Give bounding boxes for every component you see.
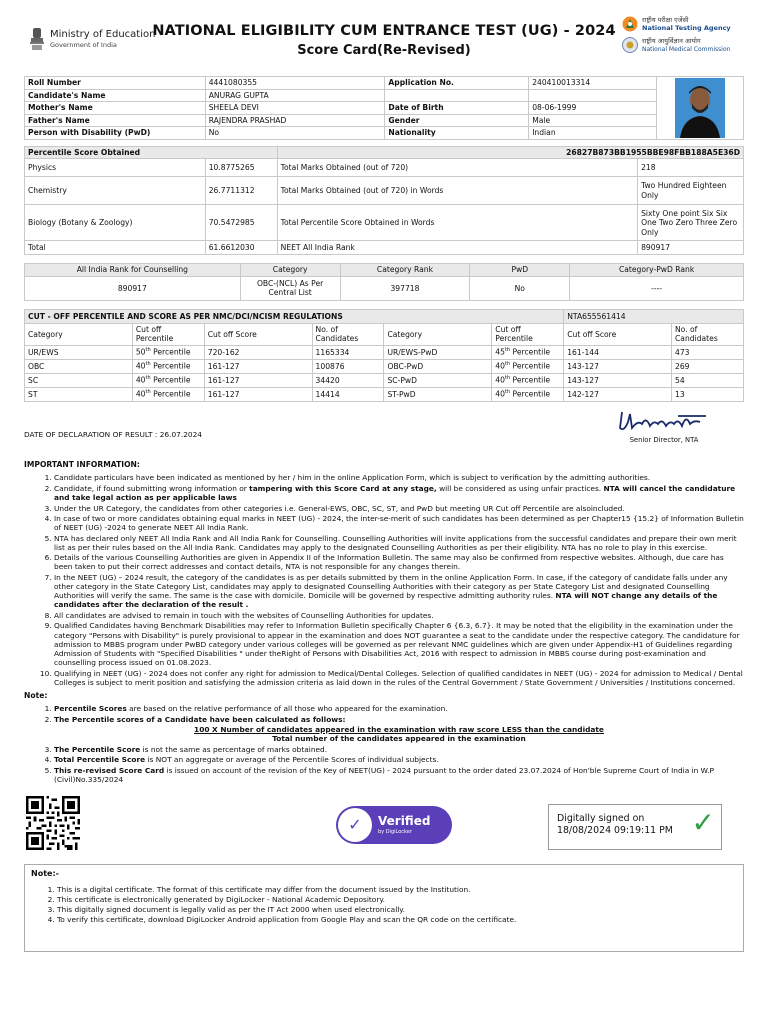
list-item: 1. Candidate particulars have been indicated as mentioned by her / him in the online Application Form, which is subject to verification by the admitting authorities. — [54, 473, 744, 482]
formula-numerator: 100 X Number of candidates appeared in the examination with raw score LESS than the candidate — [194, 725, 604, 734]
marks-words-value: Two Hundred Eighteen Only — [638, 177, 744, 205]
qr-code[interactable] — [26, 796, 80, 850]
rank-category-pwd-rank-value: ---- — [570, 276, 744, 300]
name-label: Candidate's Name — [25, 89, 206, 102]
cutoff-col-candidates-pwd: No. of Candidates — [672, 323, 744, 345]
digilocker-verified-badge — [336, 806, 452, 844]
nationality-label: Nationality — [385, 127, 529, 140]
gender-value: Male — [529, 114, 657, 127]
footer — [24, 796, 744, 864]
application-label: Application No. — [385, 77, 529, 90]
score-hash: 26827B873BB1955BBE98FBB188A5E36D — [277, 146, 743, 158]
nationality-value: Indian — [529, 127, 657, 140]
government-name: Government of India — [50, 41, 117, 50]
digital-signed-label: Digitally signed on — [557, 812, 645, 824]
declaration-section — [24, 406, 744, 454]
nmc-emblem-icon — [622, 37, 638, 53]
air-value: 890917 — [638, 241, 744, 255]
rank-table — [24, 263, 744, 300]
cutoff-heading: CUT - OFF PERCENTILE AND SCORE AS PER NMC/DCI/NCISM REGULATIONS — [25, 309, 564, 323]
score-heading: Percentile Score Obtained — [25, 146, 278, 158]
list-item: 3. Under the UR Category, the candidates from other categories i.e. General-EWS, OBC, SC, ST, and PwD but meeting UR Cut off Percentile are alsoincluded. — [54, 504, 744, 513]
rank-header-category: Category — [240, 264, 340, 276]
checkmark-icon: ✓ — [691, 805, 715, 839]
digital-note-heading: Note:- — [31, 868, 59, 878]
declaration-date: DATE OF DECLARATION OF RESULT : 26.07.2024 — [24, 429, 203, 439]
candidate-details-table — [24, 76, 744, 140]
dob-value: 08-06-1999 — [529, 102, 657, 115]
page-subtitle: Score Card(Re-Revised) — [297, 43, 471, 59]
list-item: 9. Qualified Candidates having Benchmark Disabilities may refer to Information Bulletin specifically Chapter 6 {6.3, 6.7}. It may be noted that the eligibility in the examination under the category "Persons with Disability" is purely provisional to appear in the examination and does NOT guarantee a seat to the candidate under the respective category. The candidature for admission to MBBS program under PwBD category under various colleges will be governed as per relevant NMC guidelines which are given under Appendix-H1 of Guidelines regarding Admission of Students with "Specified Disabilities " under theRight of Persons with Disabilities Act, 2016 with respect to admission in MBBS course during post-examination and counselling process issued on 01.08.2023. — [54, 621, 744, 667]
digital-signature-box — [548, 804, 722, 850]
cutoff-col-score: Cut off Score — [204, 323, 312, 345]
biology-label: Biology (Botany & Zoology) — [25, 205, 206, 241]
percentile-words-value: Sixty One point Six Six One Two Zero Three Zero Only — [638, 205, 744, 241]
digilocker-icon: ✓ — [338, 808, 372, 842]
note-list — [24, 704, 744, 784]
list-item: 7. In the NEET (UG) – 2024 result, the category of the candidates is as per details submitted by them in the online Application Form. In case, if the category of candidate falls under any other category in the State Category List, candidates may apply to designated Counselling Authorities with their category as per State Category List and designated Counselling Authorities will verify the same. The same is the case with domicile. Domicile will be governed by respective admitting authority rules. NTA will NOT change any details of the candidates after the declaration of the result . — [54, 573, 744, 610]
total-label: Total — [25, 241, 206, 255]
cutoff-col-category-pwd: Category — [384, 323, 492, 345]
rank-pwd-value: No — [470, 276, 570, 300]
nmc-logo — [622, 37, 744, 53]
list-item: 4. To verify this certificate, download DigiLocker Android application from Google Play and scan the QR code on the certificate. — [57, 915, 737, 924]
cutoff-col-percentile-pwd: Cut off Percentile — [492, 323, 564, 345]
list-item: 5. NTA has declared only NEET All India Rank and All India Rank for Counselling. Counselling Authorities will invite applications from the successful candidates and prepare their own merit list as per their rules based on the All India Rank. Candidates may apply to the designated Counselling Authorities as per their eligibility. NTA has no role to play in this exercise. — [54, 534, 744, 552]
note-heading: Note: — [24, 690, 48, 700]
formula-denominator: Total number of the candidates appeared in the examination — [272, 734, 526, 744]
list-item: 2. The Percentile scores of a Candidate have been calculated as follows: 100 X Number of candidates appeared in the examination with raw score LESS than the candidate Total number of the candidates appeared in the examination — [54, 715, 744, 744]
gender-label: Gender — [385, 114, 529, 127]
important-list — [24, 473, 744, 686]
verified-label: Verified — [378, 814, 431, 829]
list-item: 10. Qualifying in NEET (UG) - 2024 does not confer any right for admission to Medical/Dental Colleges. Selection of qualified candidates in NEET (UG) - 2024 for admission to Medical / Dental Colleges is subject to merit position and satisfying the admission criteria as laid down in the rules of the Central Government / State Government / Universities / Institutions concerned. — [54, 669, 744, 687]
father-label: Father's Name — [25, 114, 206, 127]
dob-label: Date of Birth — [385, 102, 529, 115]
cutoff-table — [24, 309, 744, 402]
list-item: 6. Details of the various Counselling Authorities are given in Appendix II of the Information Bulletin. The same may also be confirmed from respective websites. Although, due care has been taken to put their correct addresses and contact details, NTA is not responsible for any changes therein. — [54, 553, 744, 571]
list-item: 5. This re-revised Score Card is issued on account of the revision of the Key of NEET(UG) - 2024 pursuant to the order dated 23.07.2024 of Hon'ble Supreme Court of India in W.P (Civil)No.335/2024 — [54, 766, 744, 784]
percentile-words-label: Total Percentile Score Obtained in Words — [277, 205, 637, 241]
signature-image — [616, 408, 712, 434]
percentile-formula — [54, 725, 744, 743]
page-title: NATIONAL ELIGIBILITY CUM ENTRANCE TEST (UG) - 2024 — [152, 23, 616, 39]
pwd-value: No — [205, 127, 385, 140]
list-item: 2. This certificate is electronically generated by DigiLocker - National Academic Depository. — [57, 895, 737, 904]
chemistry-value: 26.7711312 — [205, 177, 277, 205]
list-item: 4. Total Percentile Score is NOT an aggregate or average of the Percentile Scores of individual subjects. — [54, 755, 744, 764]
header — [24, 14, 744, 72]
roll-label: Roll Number — [25, 77, 206, 90]
table-row: SC 40th Percentile 161-127 34420 SC-PwD 40th Percentile 143-127 54 — [25, 373, 744, 387]
rank-header-pwd: PwD — [470, 264, 570, 276]
marks-words-label: Total Marks Obtained (out of 720) in Words — [277, 177, 637, 205]
air-label: NEET All India Rank — [277, 241, 637, 255]
cutoff-col-percentile: Cut off Percentile — [132, 323, 204, 345]
rank-category-rank-value: 397718 — [340, 276, 470, 300]
table-row: OBC 40th Percentile 161-127 100876 OBC-PwD 40th Percentile 143-127 269 — [25, 359, 744, 373]
roll-value: 4441080355 — [205, 77, 385, 90]
cutoff-col-candidates: No. of Candidates — [312, 323, 384, 345]
chemistry-label: Chemistry — [25, 177, 206, 205]
table-row: ST 40th Percentile 161-127 14414 ST-PwD 40th Percentile 142-127 13 — [25, 387, 744, 401]
mother-label: Mother's Name — [25, 102, 206, 115]
rank-header-category-pwd-rank: Category-PwD Rank — [570, 264, 744, 276]
list-item: 2. Candidate, if found submitting wrong information or tampering with this Score Card at any stage, will be considered as using unfair practices. NTA will cancel the candidature and take legal action as per applicable laws — [54, 484, 744, 502]
rank-header-air: All India Rank for Counselling — [25, 264, 241, 276]
mother-value: SHEELA DEVI — [205, 102, 385, 115]
ministry-name: Ministry of Education — [50, 28, 156, 40]
cutoff-col-score-pwd: Cut off Score — [564, 323, 672, 345]
nmc-hindi: राष्ट्रीय आयुर्विज्ञान आयोग — [642, 37, 701, 46]
list-item: 8. All candidates are advised to remain in touch with the websites of Counselling Authorities for updates. — [54, 611, 744, 620]
rank-header-category-rank: Category Rank — [340, 264, 470, 276]
list-item: 3. The Percentile Score is not the same as percentage of marks obtained. — [54, 745, 744, 754]
rank-air-value: 890917 — [25, 276, 241, 300]
cutoff-code: NTA655561414 — [564, 309, 744, 323]
physics-label: Physics — [25, 159, 206, 177]
list-item: 4. In case of two or more candidates obtaining equal marks in NEET (UG) - 2024, the inter-se-merit of such candidates has been determined as per Chapter15 {15.2} of Information Bulletin of NEET (UG) -2024 to generate NEET All India Rank. — [54, 514, 744, 532]
biology-value: 70.5472985 — [205, 205, 277, 241]
digital-signed-datetime: 18/08/2024 09:19:11 PM — [557, 824, 673, 836]
signatory-title: Senior Director, NTA — [629, 436, 699, 445]
important-heading: IMPORTANT INFORMATION: — [24, 459, 140, 469]
nmc-name: National Medical Commission — [642, 45, 731, 53]
marks-label: Total Marks Obtained (out of 720) — [277, 159, 637, 177]
nta-logo — [622, 16, 744, 32]
signature-block — [616, 408, 712, 445]
pwd-label: Person with Disability (PwD) — [25, 127, 206, 140]
cutoff-col-category: Category — [25, 323, 133, 345]
total-value: 61.6612030 — [205, 241, 277, 255]
nta-emblem-icon — [622, 16, 638, 32]
digital-certificate-note — [24, 864, 744, 952]
nta-name: National Testing Agency — [642, 24, 731, 33]
rank-category-value: OBC-(NCL) As Per Central List — [240, 276, 340, 300]
name-value: ANURAG GUPTA — [205, 89, 385, 102]
candidate-photo — [675, 78, 725, 138]
list-item: 1. Percentile Scores are based on the relative performance of all those who appeared for the examination. — [54, 704, 744, 713]
marks-value: 218 — [638, 159, 744, 177]
score-table — [24, 146, 744, 255]
application-value: 240410013314 — [529, 77, 657, 90]
nta-hindi: राष्ट्रीय परीक्षा एजेंसी — [642, 16, 689, 24]
father-value: RAJENDRA PRASHAD — [205, 114, 385, 127]
list-item: 3. This digitally signed document is legally valid as per the IT Act 2000 when used electronically. — [57, 905, 737, 914]
physics-value: 10.8775265 — [205, 159, 277, 177]
photo-cell — [657, 77, 744, 140]
table-row: UR/EWS 50th Percentile 720-162 1165334 UR/EWS-PwD 45th Percentile 161-144 473 — [25, 345, 744, 359]
verified-sub: by DigiLocker — [378, 829, 412, 836]
list-item: 1. This is a digital certificate. The format of this certificate may differ from the document issued by the Institution. — [57, 885, 737, 894]
